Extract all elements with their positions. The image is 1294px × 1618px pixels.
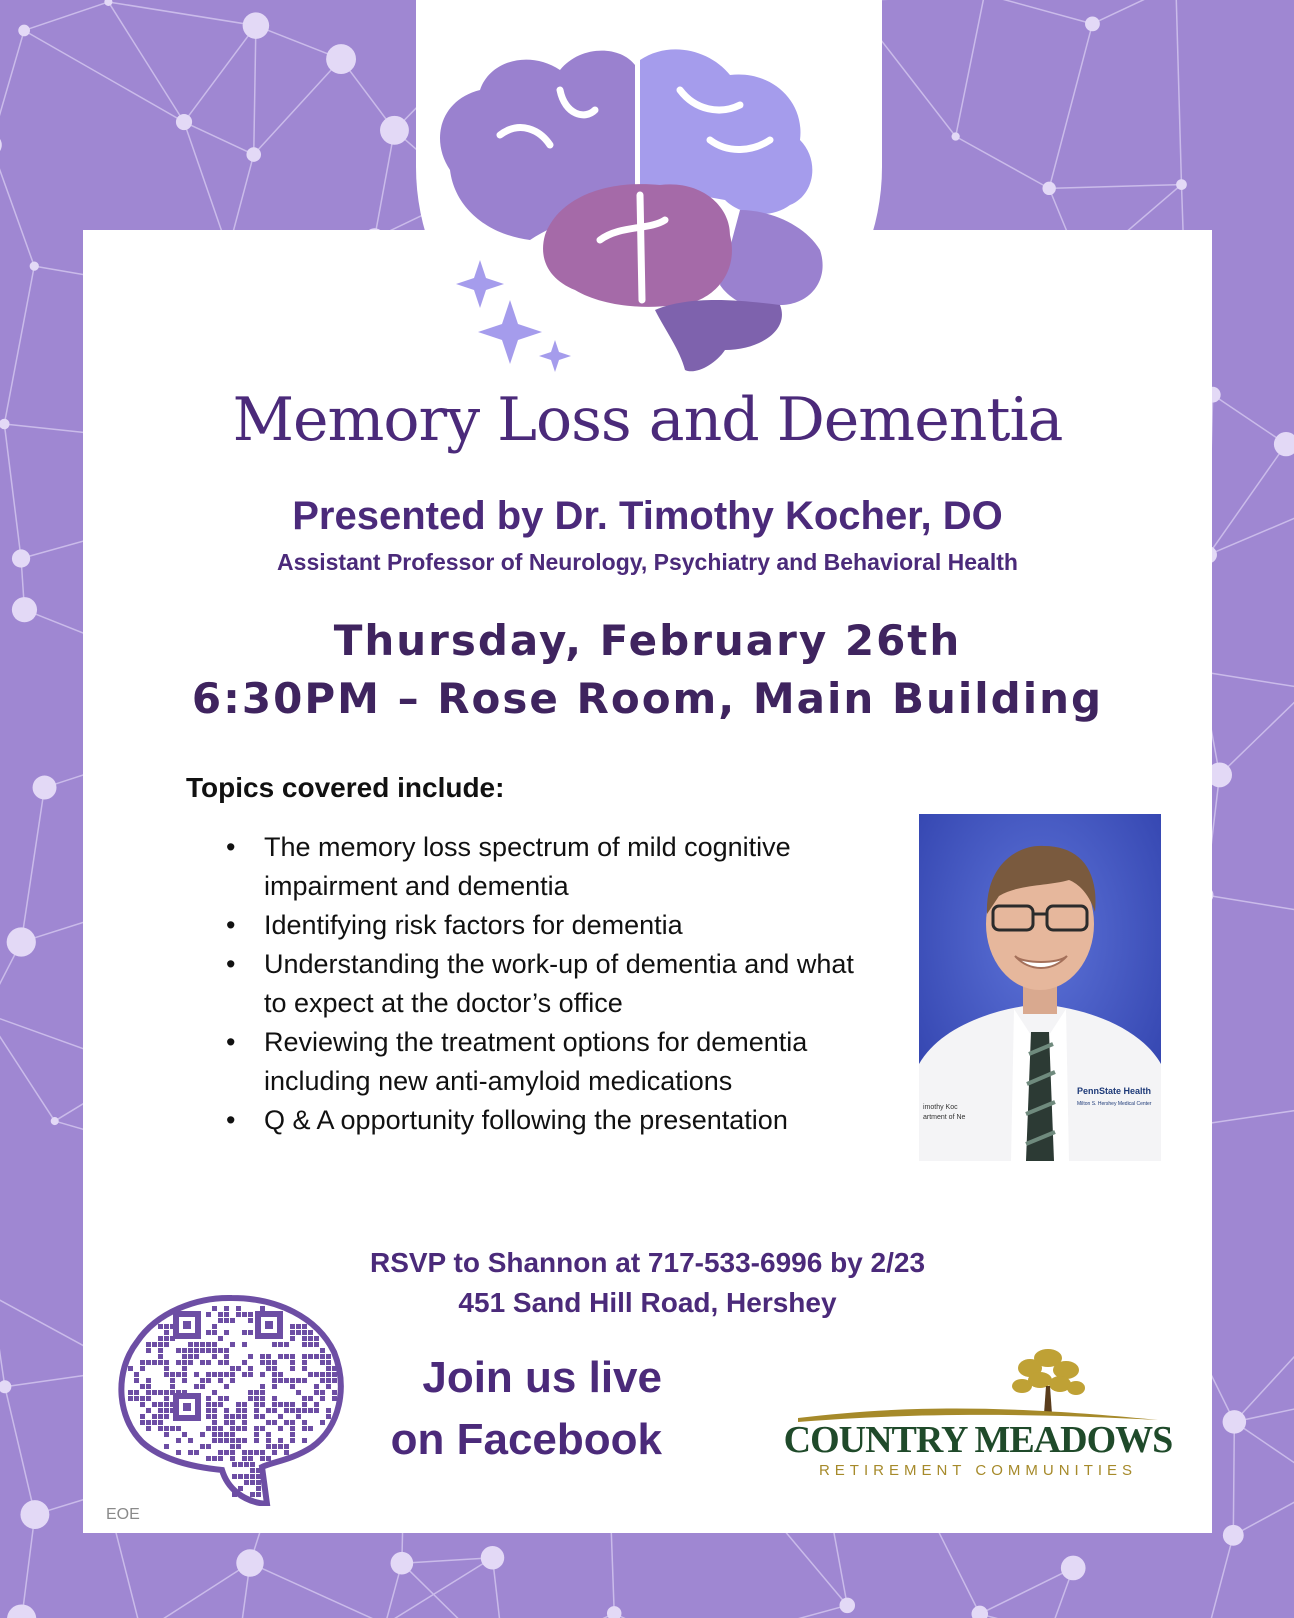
photo-badge-subtext: Milton S. Hershey Medical Center — [1077, 1101, 1152, 1107]
photo-coat-text-1: imothy Koc — [923, 1104, 958, 1111]
topic-item: • Reviewing the treatment options for dementia including new anti-amyloid medications — [226, 1023, 866, 1101]
qr-code-icon[interactable] — [112, 1292, 348, 1506]
logo-tagline: RETIREMENT COMMUNITIES — [818, 1462, 1138, 1479]
speaker-photo — [919, 814, 1161, 1161]
logo-name: COUNTRY MEADOWS — [783, 1419, 1173, 1461]
topic-item: • Q & A opportunity following the presentation — [226, 1101, 866, 1140]
photo-coat-text-2: artment of Ne — [923, 1114, 966, 1121]
topics-heading: Topics covered include: — [186, 772, 505, 803]
photo-badge-text: PennState Health — [1077, 1086, 1152, 1096]
facebook-line-1: Join us live — [422, 1353, 662, 1402]
country-meadows-logo — [778, 1346, 1178, 1482]
presenter-role: Assistant Professor of Neurology, Psychiatry and Behavioral Health — [277, 549, 1018, 575]
address-line: 451 Sand Hill Road, Hershey — [458, 1287, 837, 1318]
event-title: Memory Loss and Dementia — [232, 385, 1063, 455]
eoe-mark: EOE — [106, 1506, 140, 1523]
facebook-line-2: on Facebook — [390, 1415, 662, 1464]
brain-icon — [410, 20, 890, 380]
topic-item: • Understanding the work-up of dementia and what to expect at the doctor’s office — [226, 945, 866, 1023]
topics-list — [226, 828, 866, 1140]
event-date: Thursday, February 26th — [333, 616, 962, 665]
topic-item: • The memory loss spectrum of mild cognitive impairment and dementia — [226, 828, 866, 906]
presenter-name: Presented by Dr. Timothy Kocher, DO — [292, 494, 1003, 538]
event-time-place: 6:30PM – Rose Room, Main Building — [191, 674, 1104, 723]
topic-item: • Identifying risk factors for dementia — [226, 906, 866, 945]
rsvp-line: RSVP to Shannon at 717-533-6996 by 2/23 — [369, 1247, 926, 1278]
